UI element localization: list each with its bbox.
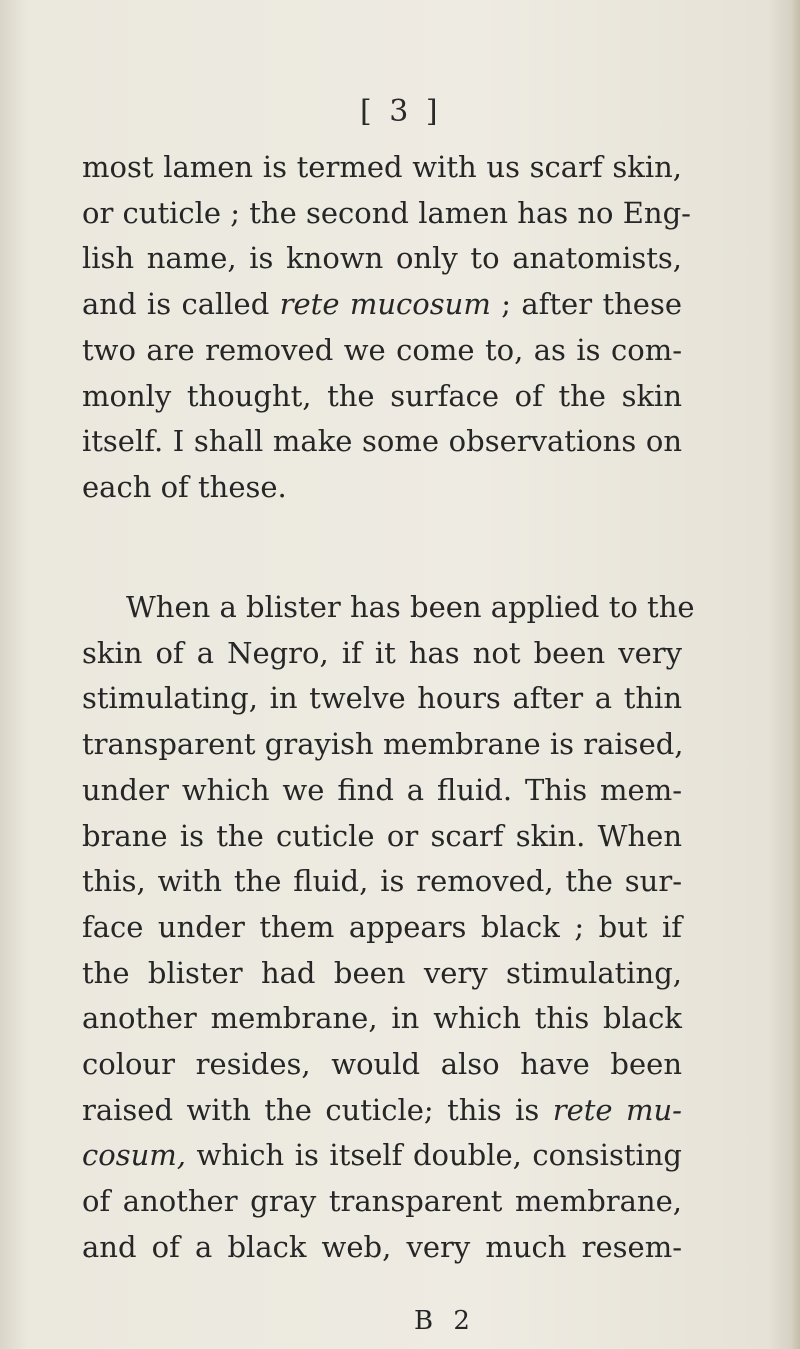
paragraph-2 xyxy=(82,585,695,1271)
text-line xyxy=(82,1088,682,1134)
italic-term: cosum, xyxy=(82,1138,186,1173)
text-run: and is called xyxy=(82,287,280,322)
page-edge xyxy=(790,0,800,1349)
text-line: monly thought, the surface of the skin xyxy=(82,378,682,413)
signature-mark: B 2 xyxy=(414,1306,476,1336)
italic-term: rete mucosum xyxy=(279,287,491,322)
text-line: under which we find a fluid. This mem- xyxy=(82,772,682,807)
text-run: which is itself double, consisting xyxy=(185,1138,682,1173)
text-line: this, with the fluid, is removed, the sur- xyxy=(82,864,682,899)
text-line: lish name, is known only to anatomists, xyxy=(82,241,682,276)
text-line: of another gray transparent membrane, xyxy=(82,1184,682,1219)
text-line: another membrane, in which this black xyxy=(82,1001,682,1036)
text-line: and of a black web, very much resem- xyxy=(82,1229,682,1264)
text-line: When a blister has been applied to the xyxy=(126,590,695,624)
text-line: most lamen is termed with us scarf skin, xyxy=(82,150,682,184)
text-line: skin of a Negro, if it has not been very xyxy=(82,635,682,670)
text-line xyxy=(82,1133,682,1179)
text-line: each of these. xyxy=(82,469,287,504)
text-line: or cuticle ; the second lamen has no Eng- xyxy=(82,195,691,230)
text-line: face under them appears black ; but if xyxy=(82,909,682,944)
text-line: colour resides, would also have been xyxy=(82,1047,682,1082)
text-line: transparent grayish membrane is raised, xyxy=(82,727,684,762)
page-number-header: [ 3 ] xyxy=(360,94,442,129)
italic-term: rete mu- xyxy=(552,1092,682,1127)
text-run: ; after these xyxy=(490,287,682,322)
text-line: the blister had been very stimulating, xyxy=(82,955,682,990)
text-line: brane is the cuticle or scarf skin. When xyxy=(82,818,682,853)
text-line: two are removed we come to, as is com- xyxy=(82,332,682,367)
text-line: itself. I shall make some observations on xyxy=(82,424,682,459)
paragraph-1 xyxy=(82,145,691,511)
text-line: stimulating, in twelve hours after a thin xyxy=(82,681,682,716)
text-run: raised with the cuticle; this is xyxy=(82,1092,553,1127)
text-line xyxy=(82,282,682,328)
